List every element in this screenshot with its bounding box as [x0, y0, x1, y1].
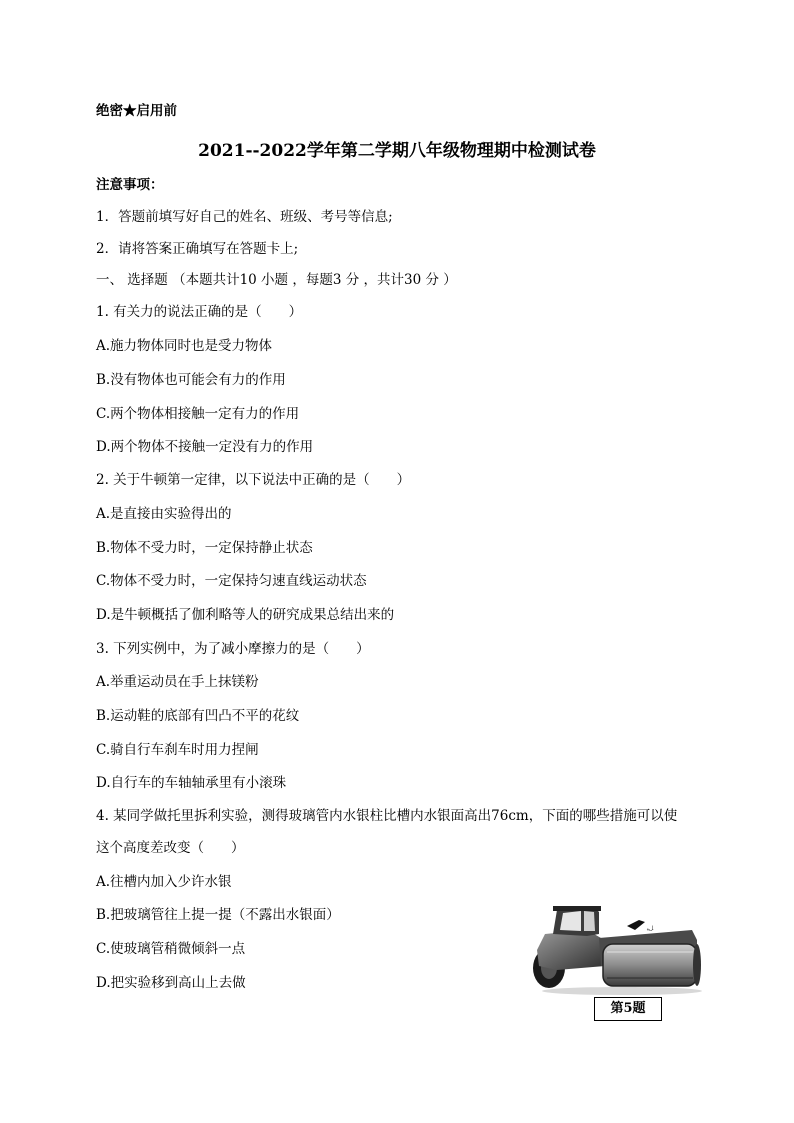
question-2-option-d: D.是牛顿概括了伽利略等人的研究成果总结出来的 [96, 607, 395, 623]
confidential-label: 绝密★启用前 [96, 103, 177, 119]
question-2-option-b: B.物体不受力时，一定保持静止状态 [96, 540, 313, 556]
question-1-option-c: C.两个物体相接触一定有力的作用 [96, 406, 300, 422]
question-1-option-d: D.两个物体不接触一定没有力的作用 [96, 439, 314, 455]
question-3-option-b: B.运动鞋的底部有凹凸不平的花纹 [96, 708, 300, 724]
road-roller-image [527, 900, 702, 996]
note-item-1: 1．答题前填写好自己的姓名、班级、考号等信息; [96, 209, 393, 225]
figure-caption: 第5题 [594, 997, 662, 1021]
question-2-option-a: A.是直接由实验得出的 [96, 506, 232, 522]
question-1-option-b: B.没有物体也可能会有力的作用 [96, 372, 286, 388]
question-4-option-c: C.使玻璃管稍微倾斜一点 [96, 941, 246, 957]
svg-text:ﻞﻴ: ﻞﻴ [647, 925, 654, 932]
question-4-stem-line-2: 这个高度差改变（ ） [96, 840, 245, 856]
question-3-stem: 3. 下列实例中，为了减小摩擦力的是（ ） [96, 641, 370, 657]
question-2-option-c: C.物体不受力时，一定保持匀速直线运动状态 [96, 573, 367, 589]
question-4-option-b: B.把玻璃管往上提一提（不露出水银面） [96, 907, 340, 923]
question-1-option-a: A.施力物体同时也是受力物体 [96, 338, 273, 354]
question-4-stem-line-1: 4. 某同学做托里拆利实验，测得玻璃管内水银柱比槽内水银面高出76cm，下面的哪些措施可以使 [96, 808, 678, 824]
question-2-stem: 2. 关于牛顿第一定律，以下说法中正确的是（ ） [96, 472, 411, 488]
question-3-option-c: C.骑自行车刹车时用力捏闸 [96, 742, 259, 758]
page-title: 2021--2022学年第二学期八年级物理期中检测试卷 [198, 141, 596, 161]
notes-heading: 注意事项： [96, 177, 164, 193]
question-3-option-d: D.自行车的车轴轴承里有小滚珠 [96, 775, 287, 791]
question-4-option-d: D.把实验移到高山上去做 [96, 975, 246, 991]
question-3-option-a: A.举重运动员在手上抹镁粉 [96, 674, 259, 690]
question-1-stem: 1. 有关力的说法正确的是（ ） [96, 304, 303, 320]
question-4-option-a: A.往槽内加入少许水银 [96, 874, 232, 890]
section-heading: 一、 选择题 （本题共计10 小题 ，每题3 分 ，共计30 分 ） [96, 272, 457, 288]
note-item-2: 2．请将答案正确填写在答题卡上; [96, 241, 299, 257]
